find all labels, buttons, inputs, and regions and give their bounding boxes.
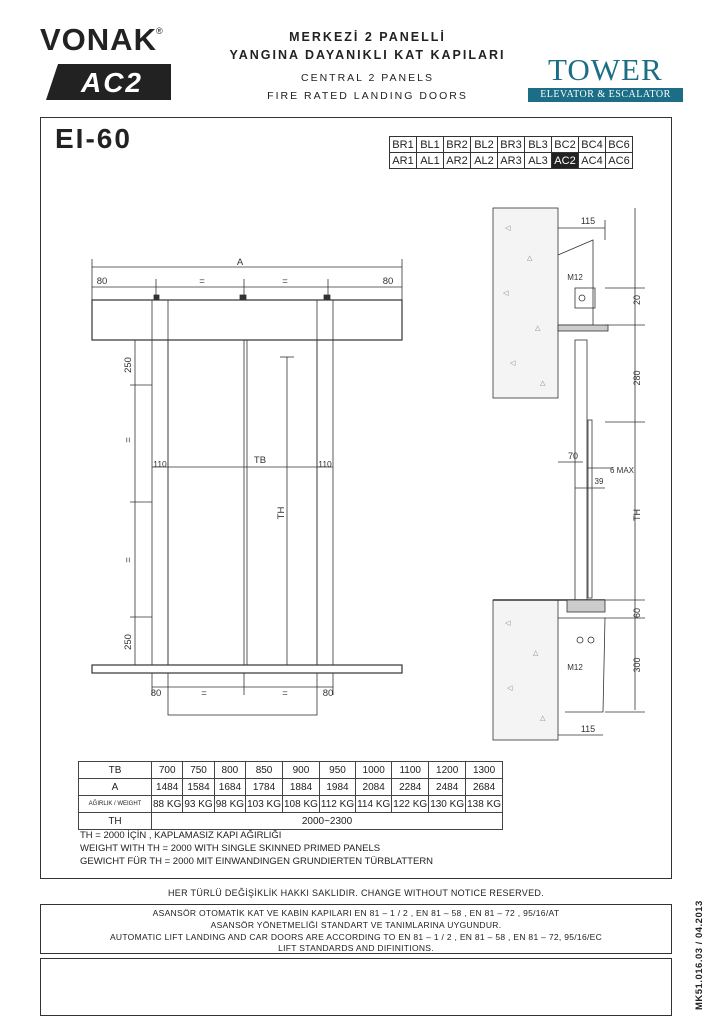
door-code-cell: BR2 xyxy=(444,137,471,153)
spec-cell: 1984 xyxy=(319,779,355,796)
standards-line-2: ASANSÖR YÖNETMELİĞİ STANDART VE TANIMLARINA UYGUNDUR. xyxy=(210,920,502,930)
door-code-cell-selected: AC2 xyxy=(552,153,579,169)
spec-cell: 130 KG xyxy=(429,796,466,813)
spec-cell: 750 xyxy=(183,762,214,779)
spec-cell: 93 KG xyxy=(183,796,214,813)
weight-note-tr: TH = 2000 İÇİN , KAPLAMASIZ KAPI AĞIRLIĞI xyxy=(80,830,282,841)
spec-cell: 1484 xyxy=(152,779,183,796)
door-code-cell: AR1 xyxy=(390,153,417,169)
door-code-cell: BL1 xyxy=(417,137,444,153)
svg-text:◁: ◁ xyxy=(505,225,511,232)
svg-text:△: △ xyxy=(540,380,546,387)
dim-tb-label: TB xyxy=(253,455,267,466)
spec-cell: 1584 xyxy=(183,779,214,796)
standards-line-4: LIFT STANDARDS AND DIFINITIONS. xyxy=(278,943,434,953)
brand-name: VONAK xyxy=(40,22,157,57)
standards-line-1: ASANSÖR OTOMATİK KAT VE KABİN KAPILARI EN 81 – 1 / 2 , EN 81 – 58 , EN 81 – 72 , 95/16/AT xyxy=(152,908,560,918)
spec-row-label: A xyxy=(79,779,152,796)
dim-250-bottom-label: 250 xyxy=(123,634,134,650)
spec-cell: 98 KG xyxy=(214,796,245,813)
section-drawing xyxy=(485,200,655,745)
door-code-cell: AL1 xyxy=(417,153,444,169)
dim-20-label: 20 xyxy=(632,294,642,306)
partner-logo-subtitle: ELEVATOR & ESCALATOR xyxy=(528,88,683,102)
anchor-bolt-top-label: M12 xyxy=(567,273,583,282)
rights-reserved-note: HER TÜRLÜ DEĞİŞİKLİK HAKKI SAKLIDIR. CHANGE WITHOUT NOTICE RESERVED. xyxy=(168,888,544,898)
spec-row-a xyxy=(79,779,503,796)
model-label: AC2 xyxy=(80,67,144,98)
spec-row-th xyxy=(79,813,503,830)
svg-text:◁: ◁ xyxy=(503,290,509,297)
dim-250-top-label: 250 xyxy=(123,357,134,373)
spec-cell: 1884 xyxy=(283,779,320,796)
spec-row-label: TH xyxy=(79,813,152,830)
door-code-cell: BL2 xyxy=(471,137,498,153)
dim-60-label: 60 xyxy=(632,607,642,619)
spec-row-label: TB xyxy=(79,762,152,779)
svg-text:△: △ xyxy=(527,255,533,262)
svg-text:◁: ◁ xyxy=(510,360,516,367)
svg-text:△: △ xyxy=(540,715,546,722)
dim-eq-label: = xyxy=(199,276,205,287)
door-code-row-a xyxy=(390,153,633,169)
spec-cell: 2084 xyxy=(356,779,392,796)
dim-115-top-label: 115 xyxy=(580,216,596,226)
door-code-row-b xyxy=(390,137,633,153)
fire-rating-code: EI-60 xyxy=(55,123,132,154)
revision-box xyxy=(40,958,672,1016)
dim-280-label: 280 xyxy=(632,370,642,386)
spec-row-label: AĞIRLIK / WEIGHT xyxy=(79,796,152,813)
dim-80-bottom-right-label: 80 xyxy=(322,688,334,699)
svg-text:△: △ xyxy=(533,650,539,657)
door-code-cell: AR2 xyxy=(444,153,471,169)
dim-eq-bottom-label: = xyxy=(201,688,207,699)
dim-eq-vertical-label: = xyxy=(123,557,134,563)
dim-80-bottom-left-label: 80 xyxy=(150,688,162,699)
anchor-bolt-bottom-label: M12 xyxy=(567,663,583,672)
door-code-cell: AC6 xyxy=(606,153,633,169)
spec-cell: 112 KG xyxy=(319,796,355,813)
spec-cell: 950 xyxy=(319,762,355,779)
spec-cell: 1684 xyxy=(214,779,245,796)
door-code-cell: BR1 xyxy=(390,137,417,153)
spec-row-weight xyxy=(79,796,503,813)
door-code-cell: BL3 xyxy=(525,137,552,153)
registered-mark: ® xyxy=(156,26,163,36)
door-code-cell: AC4 xyxy=(579,153,606,169)
dim-th-label: TH xyxy=(276,506,287,520)
front-elevation-drawing xyxy=(80,255,420,725)
svg-text:◁: ◁ xyxy=(507,685,513,692)
spec-cell: 122 KG xyxy=(392,796,429,813)
spec-cell: 1200 xyxy=(429,762,466,779)
door-code-cell: BR3 xyxy=(498,137,525,153)
dim-80-left-label: 80 xyxy=(96,276,108,287)
spec-cell: 108 KG xyxy=(283,796,320,813)
spec-cell: 88 KG xyxy=(152,796,183,813)
spec-cell: 850 xyxy=(246,762,283,779)
spec-cell: 1300 xyxy=(466,762,503,779)
spec-cell: 2284 xyxy=(392,779,429,796)
svg-text:△: △ xyxy=(535,325,541,332)
spec-cell: 138 KG xyxy=(466,796,503,813)
svg-text:◁: ◁ xyxy=(505,620,511,627)
spec-row-tb xyxy=(79,762,503,779)
spec-cell: 1100 xyxy=(392,762,429,779)
spec-cell: 114 KG xyxy=(356,796,392,813)
dim-6max-label: 6 MAX xyxy=(609,466,635,475)
door-code-cell: BC2 xyxy=(552,137,579,153)
document-number: MK51.016.03 / 04.2013 xyxy=(694,900,705,1010)
partner-logo-name: TOWER xyxy=(548,52,663,87)
model-logo xyxy=(46,60,171,100)
dim-a-label: A xyxy=(236,257,244,268)
spec-cell: 900 xyxy=(283,762,320,779)
dim-110-right-label: 110 xyxy=(318,459,332,469)
spec-cell: 700 xyxy=(152,762,183,779)
dim-110-left-label: 110 xyxy=(153,459,167,469)
dim-eq-bottom-label: = xyxy=(282,688,288,699)
door-code-table xyxy=(389,136,633,169)
spec-cell: 1000 xyxy=(356,762,392,779)
dim-39-label: 39 xyxy=(594,477,604,486)
spec-cell: 2684 xyxy=(466,779,503,796)
dim-eq-vertical-label: = xyxy=(123,437,134,443)
standards-line-3: AUTOMATIC LIFT LANDING AND CAR DOORS ARE ACCORDING TO EN 81 – 1 / 2 , EN 81 – 58 , EN 81 – 72, 95/16/EC xyxy=(109,932,603,942)
spec-cell: 800 xyxy=(214,762,245,779)
door-code-cell: BC6 xyxy=(606,137,633,153)
spec-cell-th-range: 2000~2300 xyxy=(152,813,503,830)
dim-80-right-label: 80 xyxy=(382,276,394,287)
title-en-line1: CENTRAL 2 PANELS xyxy=(301,72,434,84)
door-code-cell: AL3 xyxy=(525,153,552,169)
spec-cell: 1784 xyxy=(246,779,283,796)
title-tr-line1: MERKEZİ 2 PANELLİ xyxy=(289,30,446,44)
spec-table xyxy=(78,761,503,830)
dim-115-bottom-label: 115 xyxy=(580,724,596,734)
dim-70-label: 70 xyxy=(567,451,579,461)
dim-300-label: 300 xyxy=(632,657,642,673)
spec-cell: 103 KG xyxy=(246,796,283,813)
dim-th-section-label: TH xyxy=(632,509,642,521)
title-en-line2: FIRE RATED LANDING DOORS xyxy=(267,90,468,102)
title-tr-line2: YANGINA DAYANIKLI KAT KAPILARI xyxy=(229,48,506,62)
spec-cell: 2484 xyxy=(429,779,466,796)
dim-eq-label: = xyxy=(282,276,288,287)
door-code-cell: BC4 xyxy=(579,137,606,153)
door-code-cell: AR3 xyxy=(498,153,525,169)
weight-note-de: GEWICHT FÜR TH = 2000 MIT EINWANDINGEN GRUNDIERTEN TÜRBLATTERN xyxy=(80,856,434,867)
door-code-cell: AL2 xyxy=(471,153,498,169)
weight-note-en: WEIGHT WITH TH = 2000 WITH SINGLE SKINNED PRIMED PANELS xyxy=(80,843,381,854)
